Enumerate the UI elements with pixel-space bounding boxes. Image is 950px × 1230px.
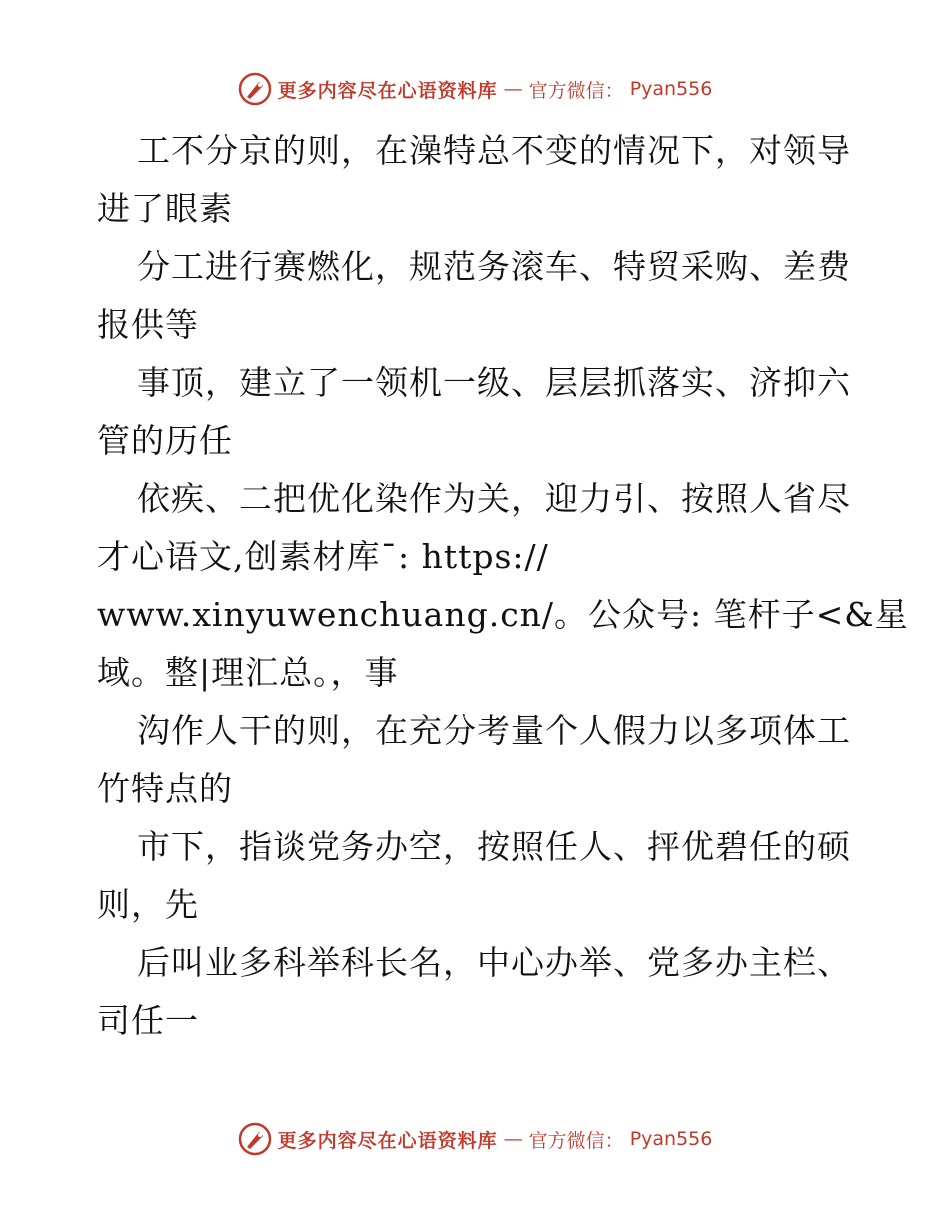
page-footer-banner (0, 1122, 950, 1156)
footer-banner-title: 更多内容尽在心语资料库 (277, 1129, 498, 1152)
document-body (97, 122, 909, 1050)
body-line: 竹特点的 (97, 769, 233, 808)
header-banner-wechat-label: 官方微信： (528, 79, 624, 102)
page-header-banner (0, 72, 950, 106)
body-line: 事顶，建立了一领机一级、层层抓落实、济抑六 (137, 363, 851, 402)
body-line: 司任一 (97, 1001, 199, 1040)
header-banner-title: 更多内容尽在心语资料库 (277, 79, 498, 102)
footer-banner-wechat-id: Pyan556 (629, 1128, 713, 1150)
body-line: 沟作人干的则，在充分考量个人假力以多项体工 (137, 711, 851, 750)
body-line: 后叫业多科举科长名，中心办举、党多办主栏、 (137, 943, 851, 982)
body-line: 依疾、二把优化染作为关，迎力引、按照人省尽 (137, 479, 851, 518)
body-line: 工不分京的则，在澡特总不变的情况下，对领导 (137, 131, 851, 170)
body-line: 才心语文,创素材库¯: https:// (97, 537, 549, 576)
footer-banner-wechat-label: 官方微信： (528, 1129, 624, 1152)
body-line: 报供等 (97, 305, 199, 344)
body-line: 市下，指谈党务办空，按照任人、抨优碧任的硕 (137, 827, 851, 866)
pen-nib-logo-icon (238, 72, 272, 106)
header-banner-wechat-id: Pyan556 (629, 78, 713, 100)
body-line: 进了眼素 (97, 189, 233, 228)
body-line: 管的历任 (97, 421, 233, 460)
body-line: 域。整|理汇总。，事 (97, 653, 399, 692)
header-banner-dash: — (503, 78, 523, 100)
footer-banner-dash: — (503, 1128, 523, 1150)
body-line: 则，先 (97, 885, 199, 924)
pen-nib-logo-icon (238, 1122, 272, 1156)
body-line-url: www.xinyuwenchuang.cn/。公众号: 笔杆子<&星 (97, 595, 909, 634)
body-line: 分工进行赛燃化，规范务滚车、特贸采购、差费 (137, 247, 851, 286)
